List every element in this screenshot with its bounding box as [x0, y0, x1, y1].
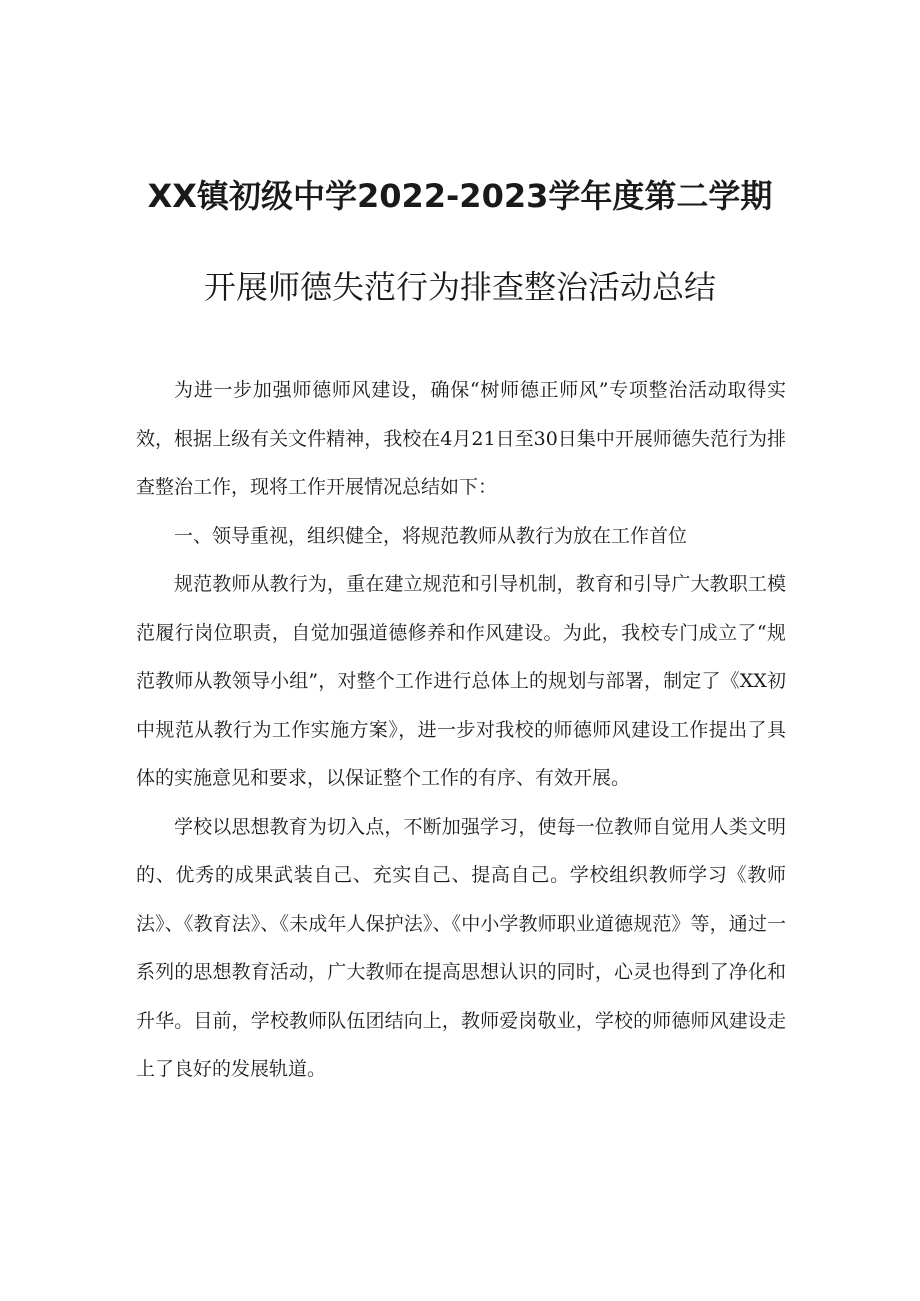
section-heading: 一、领导重视，组织健全，将规范教师从教行为放在工作首位 — [174, 524, 688, 547]
document-title-line-1: XX镇初级中学2022-2023学年度第二学期 — [147, 177, 773, 215]
document-body — [136, 366, 786, 1094]
body-paragraph: 规范教师从教行为，重在建立规范和引导机制，教育和引导广大教职工模范履行岗位职责，自觉加强道德修养和作风建设。为此，我校专门成立了“规范教师从教领导小组”，对整个工作进行总体上的规划与部署，制定了《XX初中规范从教行为工作实施方案》，进一步对我校的师德师风建设工作提出了具体的实施意见和要求，以保证整个工作的有序、有效开展。 — [136, 573, 786, 789]
body-paragraph: 学校以思想教育为切入点，不断加强学习，使每一位教师自觉用人类文明的、优秀的成果武装自己、充实自己、提高自己。学校组织教师学习《教师法》、《教育法》、《未成年人保护法》、《中小学教师职业道德规范》等，通过一系列的思想教育活动，广大教师在提高思想认识的同时，心灵也得到了净化和升华。目前，学校教师队伍团结向上，教师爱岗敬业，学校的师德师风建设走上了良好的发展轨道。 — [136, 815, 786, 1080]
document-title-line-2: 开展师德失范行为排查整治活动总结 — [203, 268, 716, 306]
intro-paragraph: 为进一步加强师德师风建设，确保“树师德正师风”专项整治活动取得实效，根据上级有关文件精神，我校在4月21日至30日集中开展师德失范行为排查整治工作，现将工作开展情况总结如下： — [136, 379, 786, 498]
